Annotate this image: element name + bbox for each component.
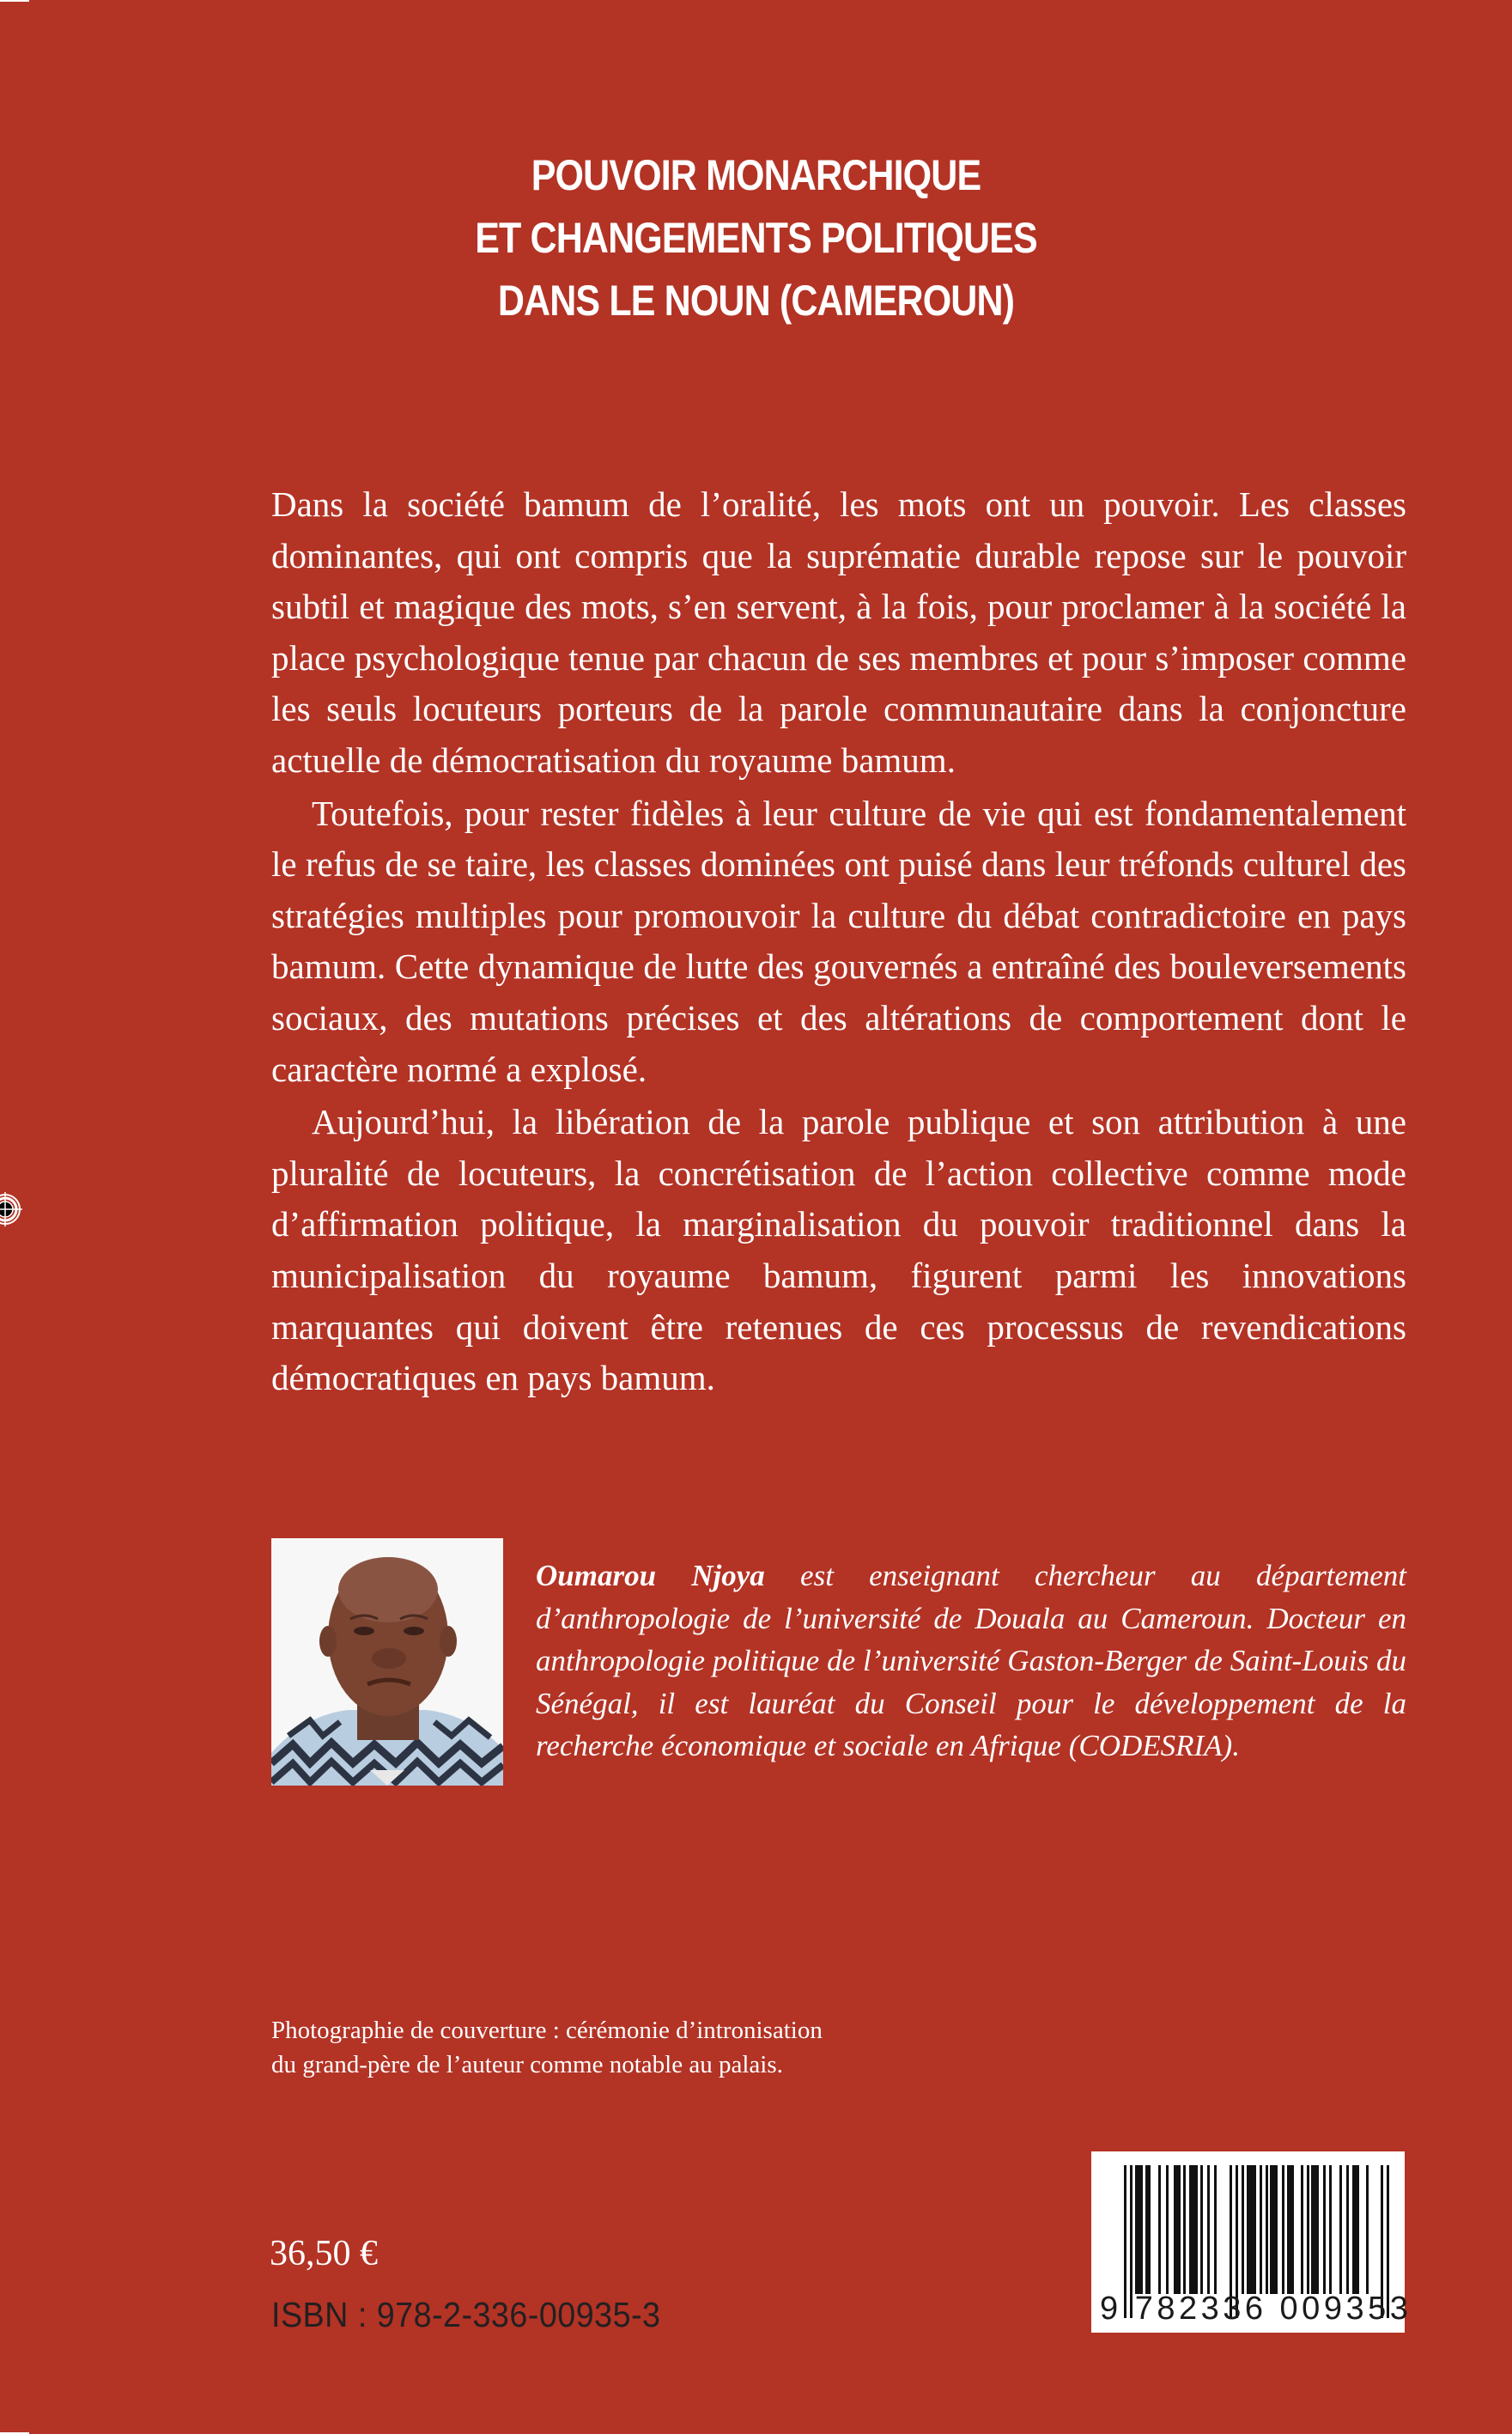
title-line-1: POUVOIR MONARCHIQUE: [531, 151, 981, 199]
blurb-paragraph-3: Aujourd’hui, la libération de la parole publique et son attribution à une pluralité de locuteurs, la concrétisation de l’action collective comme mode d’affirmation politique, la marginalisation du pouvoir traditionnel dans la municipalisation du royaume bamum, figurent parmi les innovations marquantes qui doivent être retenues de ces processus de revendications démocratiques en pays bamum.: [271, 1102, 1406, 1398]
back-cover-blurb: [271, 479, 1406, 1404]
registration-mark-icon: [0, 1192, 22, 1226]
title-line-2: ET CHANGEMENTS POLITIQUES: [475, 214, 1037, 262]
isbn-barcode: [1091, 2151, 1412, 2333]
price: 36,50 €: [270, 2234, 378, 2273]
author-name: Oumarou Njoya: [536, 1559, 765, 1592]
book-title: [106, 144, 1406, 332]
author-bio-text: est enseignant chercheur au département d’anthropologie de l’université de Douala au Cameroun. Docteur en anthropologie politique de l’université Gaston-Berger de Saint-Louis du Sénégal, il est lauréat du Conseil pour le développement de la recherche économique et sociale en Afrique (CODESRIA).: [536, 1559, 1406, 1762]
barcode-digits: 9 782336 009353: [1100, 2291, 1412, 2327]
photo-credit-line-2: du grand-père de l’auteur comme notable au palais.: [271, 2051, 783, 2078]
author-portrait-icon: [271, 1538, 503, 1786]
crop-mark-top-left: [0, 0, 29, 2]
photo-credit: [271, 2013, 823, 2082]
author-bio: [536, 1555, 1406, 1768]
blurb-paragraph-2: Toutefois, pour rester fidèles à leur culture de vie qui est fondamentalement le refus de se taire, les classes dominées ont puisé dans leur tréfonds culturel des stratégies multiples pour promouvoir la culture du débat contradictoire en pays bamum. Cette dynamique de lutte des gouvernés a entraîné des bouleversements sociaux, des mutations précises et des altérations de comportement dont le caractère normé a explosé.: [271, 793, 1406, 1089]
isbn: ISBN : 978-2-336-00935-3: [271, 2295, 661, 2334]
blurb-paragraph-1: Dans la société bamum de l’oralité, les mots ont un pouvoir. Les classes dominantes, qui ont compris que la suprématie durable repose sur le pouvoir subtil et magique des mots, s’en servent, à la fois, pour proclamer à la société la place psychologique tenue par chacun de ses membres et pour s’imposer comme les seuls locuteurs porteurs de la parole communautaire dans la conjoncture actuelle de démocratisation du royaume bamum.: [271, 484, 1406, 780]
author-photo: [271, 1538, 503, 1786]
photo-credit-line-1: Photographie de couverture : cérémonie d’intronisation: [271, 2017, 823, 2044]
title-line-3: DANS LE NOUN (CAMEROUN): [497, 277, 1015, 325]
